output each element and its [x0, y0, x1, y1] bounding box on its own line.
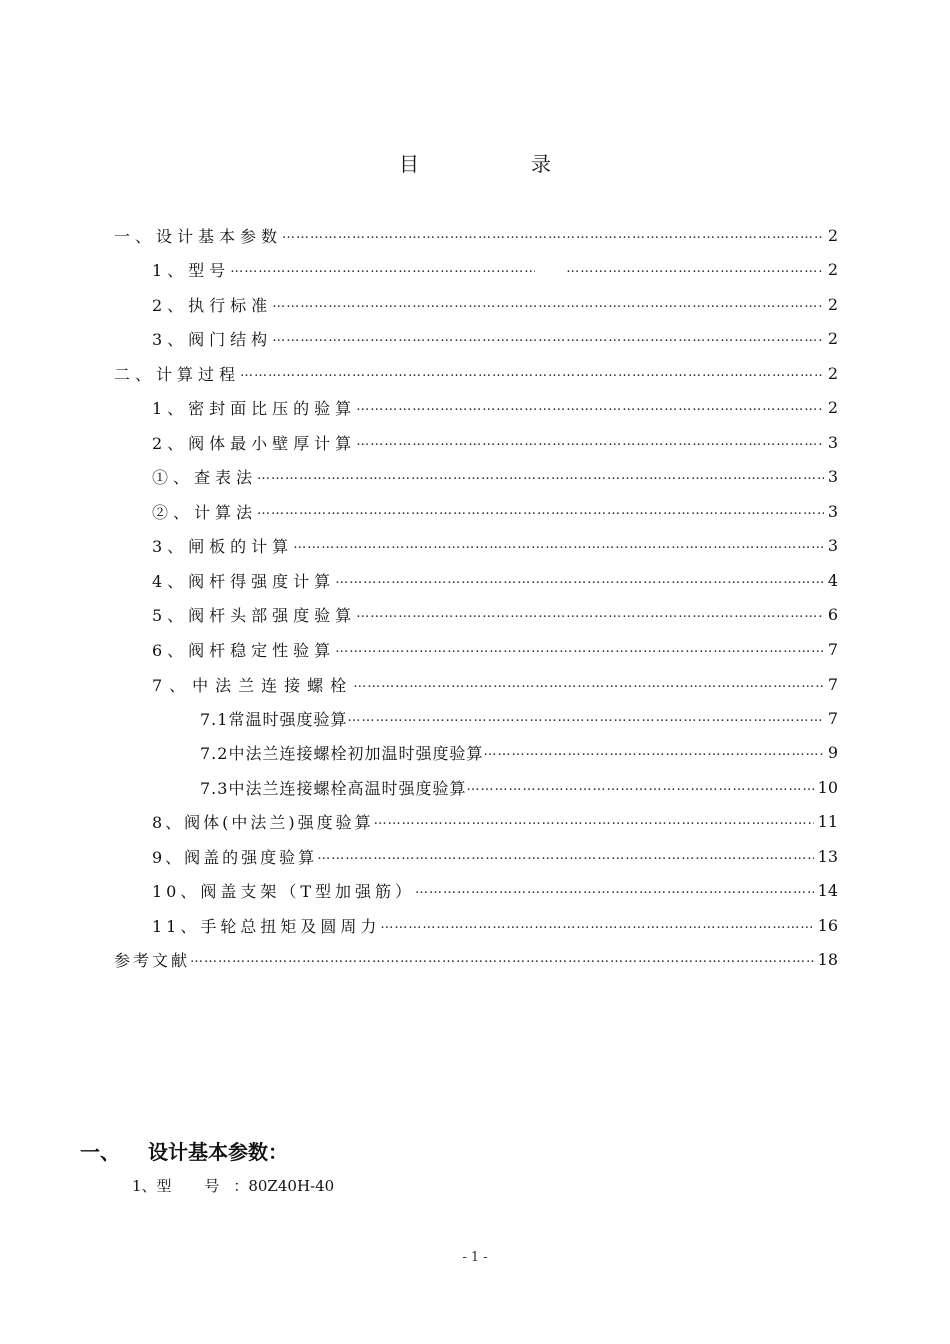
toc-entry-label: 2、执行标准	[152, 295, 273, 315]
toc-entry[interactable]	[200, 706, 838, 730]
toc-entry-label: 3、阀门结构	[152, 329, 273, 349]
toc-entry-label: 二、计算过程	[114, 364, 241, 384]
toc-leader-dots	[293, 533, 824, 557]
toc-entry[interactable]	[114, 361, 838, 385]
toc-entry-page: 7	[827, 674, 838, 694]
toc-entry-label: 1、密封面比压的验算	[152, 398, 357, 418]
toc-entry-page: 13	[817, 846, 838, 866]
toc-entry-page: 2	[827, 259, 838, 279]
toc-leader-dots	[356, 430, 824, 454]
toc-title: 目 录	[399, 152, 597, 176]
toc-entry-page: 11	[817, 811, 838, 831]
toc-entry[interactable]	[152, 637, 838, 661]
toc-entry-label: 参考文献	[114, 950, 191, 970]
toc-entry[interactable]	[200, 775, 838, 799]
toc-entry-page: 7	[827, 639, 838, 659]
toc-entry-page: 3	[827, 501, 838, 521]
toc-entry-label: 7.2中法兰连接螺栓初加温时强度验算	[200, 743, 484, 763]
toc-entry[interactable]	[200, 740, 838, 764]
toc-entry[interactable]	[152, 533, 838, 557]
toc-leader-dots	[257, 464, 824, 488]
toc-leader-dots	[240, 361, 824, 385]
toc-entry-page: 6	[827, 604, 838, 624]
toc-leader-dots	[190, 947, 814, 971]
toc-leader-dots	[380, 913, 813, 937]
toc-entry[interactable]	[152, 568, 838, 592]
toc-entry-label: 3、闸板的计算	[152, 536, 294, 556]
toc-leader-dots	[466, 775, 813, 799]
toc-entry-label: 6、阀杆稳定性验算	[152, 640, 336, 660]
toc-leader-dots	[282, 223, 824, 247]
toc-entry-page: 2	[827, 294, 838, 314]
toc-entry-label: 7、中法兰连接螺栓	[152, 675, 354, 695]
toc-entry-page: 2	[827, 397, 838, 417]
toc-leader-dots	[272, 326, 824, 350]
toc-entry[interactable]	[152, 499, 838, 523]
toc-entry-page: 16	[817, 915, 838, 935]
section-heading	[80, 1136, 288, 1165]
toc-entry-label: 11、手轮总扭矩及圆周力	[152, 916, 381, 936]
toc-entry-page: 14	[817, 880, 838, 900]
toc-leader-dots	[335, 637, 824, 661]
toc-entry-label: ①、查表法	[152, 467, 258, 487]
toc-entry[interactable]	[152, 257, 838, 281]
section-title: 设计基本参数：	[148, 1140, 288, 1164]
parameter-line	[132, 1175, 334, 1196]
toc-entry[interactable]	[152, 430, 838, 454]
toc-leader-dots	[272, 292, 824, 316]
toc-entry-page: 18	[817, 949, 838, 969]
parameter-prefix: 1、	[132, 1177, 157, 1195]
parameter-value: 80Z40H-40	[248, 1177, 335, 1195]
toc-entry[interactable]	[114, 947, 838, 971]
toc-entry-label: 10、阀盖支架（T型加强筋）	[152, 881, 416, 901]
toc-leader-dots	[317, 844, 813, 868]
toc-entry[interactable]	[152, 844, 838, 868]
toc-entry-label: 7.1常温时强度验算	[200, 709, 348, 729]
toc-entry[interactable]	[152, 395, 838, 419]
toc-entry[interactable]	[152, 878, 838, 902]
toc-entry-page: 2	[827, 225, 838, 245]
toc-entry-label: ②、计算法	[152, 502, 258, 522]
toc-leader-dots	[374, 809, 814, 833]
toc-entry-page: 3	[827, 535, 838, 555]
toc-leader-dots	[347, 706, 823, 730]
toc-leader-dots	[353, 672, 824, 696]
toc-leader-dots	[335, 568, 824, 592]
toc-leader-dots	[230, 257, 824, 281]
toc-leader-dots	[415, 878, 814, 902]
toc-leader-dots	[356, 602, 824, 626]
toc-entry-page: 3	[827, 466, 838, 486]
toc-entry-label: 7.3中法兰连接螺栓高温时强度验算	[200, 778, 467, 798]
toc-entry-label: 一、设计基本参数	[114, 226, 283, 246]
toc-entry[interactable]	[152, 292, 838, 316]
toc-entry[interactable]	[152, 602, 838, 626]
section-number: 一、	[80, 1140, 120, 1164]
parameter-separator: ：	[233, 1177, 249, 1195]
toc-entry-page: 2	[827, 363, 838, 383]
toc-entry-page: 9	[827, 742, 838, 762]
toc-entry[interactable]	[152, 326, 838, 350]
toc-entry-label: 2、阀体最小壁厚计算	[152, 433, 357, 453]
toc-entry-label: 4、阀杆得强度计算	[152, 571, 336, 591]
toc-leader-dots	[257, 499, 824, 523]
toc-entry[interactable]	[152, 913, 838, 937]
toc-entry[interactable]	[152, 464, 838, 488]
toc-leader-dots	[356, 395, 824, 419]
parameter-key: 型 号	[156, 1177, 234, 1195]
toc-entry-label: 5、阀杆头部强度验算	[152, 605, 357, 625]
toc-entry-page: 7	[827, 708, 838, 728]
toc-entry-page: 3	[827, 432, 838, 452]
toc-entry-label: 1、型号	[152, 260, 231, 280]
toc-entry[interactable]	[152, 809, 838, 833]
toc-entry-page: 4	[827, 570, 838, 590]
toc-entry-label: 9、阀盖的强度验算	[152, 847, 318, 867]
page-number: - 1 -	[462, 1250, 488, 1265]
toc-entry-label: 8、阀体(中法兰)强度验算	[152, 812, 374, 832]
toc-entry-page: 10	[817, 777, 838, 797]
toc-leader-dots	[483, 740, 823, 764]
toc-entry[interactable]	[114, 223, 838, 247]
toc-entry[interactable]	[152, 672, 838, 696]
toc-entry-page: 2	[827, 328, 838, 348]
